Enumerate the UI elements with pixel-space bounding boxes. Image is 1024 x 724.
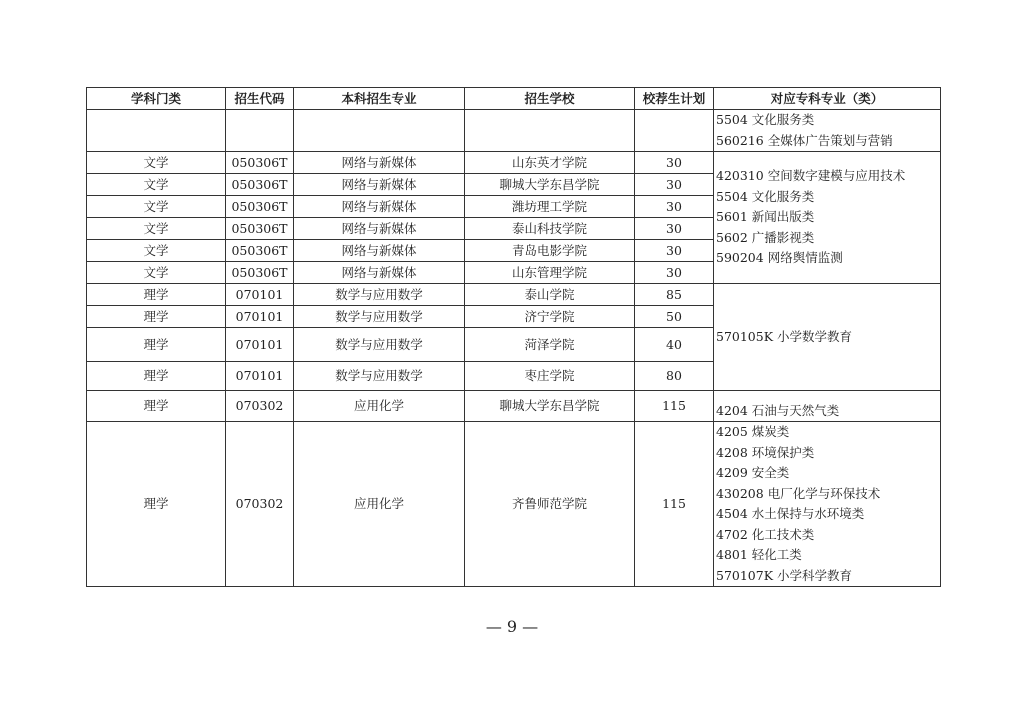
cell-category: 文学 <box>87 196 226 218</box>
cell-category: 理学 <box>87 362 226 391</box>
cell-code: 050306T <box>226 174 294 196</box>
header-plan: 校荐生计划 <box>635 88 714 110</box>
cell-category: 文学 <box>87 262 226 284</box>
cell-category: 理学 <box>87 328 226 362</box>
cell-empty <box>87 110 226 152</box>
cell-code: 070101 <box>226 362 294 391</box>
cell-plan: 40 <box>635 328 714 362</box>
vocational-major: 5602 广播影视类 <box>716 229 815 245</box>
cell-code: 070302 <box>226 391 294 422</box>
cell-plan: 30 <box>635 196 714 218</box>
vocational-major: 4801 轻化工类 <box>716 547 802 562</box>
header-school: 招生学校 <box>465 88 635 110</box>
cell-plan: 30 <box>635 218 714 240</box>
vocational-major: 5504 文化服务类 <box>716 112 815 127</box>
vocational-major: 4504 水土保持与水环境类 <box>716 506 865 521</box>
cell-school: 青岛电影学院 <box>465 240 635 262</box>
cell-plan: 115 <box>635 391 714 422</box>
cell-school: 济宁学院 <box>465 306 635 328</box>
cell-code: 050306T <box>226 196 294 218</box>
vocational-major: 570107K 小学科学教育 <box>716 567 853 583</box>
header-row <box>87 88 941 110</box>
cell-plan: 85 <box>635 284 714 306</box>
cell-school: 泰山科技学院 <box>465 218 635 240</box>
vocational-majors-cell <box>714 152 941 284</box>
cell-major: 网络与新媒体 <box>294 196 465 218</box>
vocational-major: 4204 石油与天然气类 <box>716 402 840 418</box>
vocational-major: 5504 文化服务类 <box>716 188 815 204</box>
cell-category: 理学 <box>87 306 226 328</box>
cell-major: 数学与应用数学 <box>294 362 465 391</box>
cell-plan: 30 <box>635 262 714 284</box>
vocational-major: 420310 空间数字建模与应用技术 <box>716 168 906 184</box>
cell-major: 应用化学 <box>294 422 465 587</box>
cell-code: 050306T <box>226 240 294 262</box>
cell-code: 050306T <box>226 262 294 284</box>
cell-category: 理学 <box>87 284 226 306</box>
cell-code: 070302 <box>226 422 294 587</box>
cell-school: 枣庄学院 <box>465 362 635 391</box>
cell-plan: 30 <box>635 174 714 196</box>
cell-code: 050306T <box>226 152 294 174</box>
cell-school: 齐鲁师范学院 <box>465 422 635 587</box>
vocational-majors-cell <box>714 284 941 391</box>
vocational-majors-cell <box>714 110 941 152</box>
vocational-major: 4208 环境保护类 <box>716 444 815 460</box>
header-major: 本科招生专业 <box>294 88 465 110</box>
cell-empty <box>226 110 294 152</box>
vocational-major: 4205 煤炭类 <box>716 424 790 439</box>
cell-major: 数学与应用数学 <box>294 284 465 306</box>
cell-major: 数学与应用数学 <box>294 306 465 328</box>
major-table <box>86 87 941 587</box>
table-row <box>87 110 941 152</box>
cell-major: 网络与新媒体 <box>294 174 465 196</box>
cell-category: 理学 <box>87 391 226 422</box>
cell-empty <box>635 110 714 152</box>
cell-major: 网络与新媒体 <box>294 262 465 284</box>
table-row <box>87 284 941 306</box>
cell-category: 文学 <box>87 218 226 240</box>
cell-code: 070101 <box>226 306 294 328</box>
cell-category: 文学 <box>87 174 226 196</box>
table-row <box>87 391 941 422</box>
header-vocational-majors: 对应专科专业（类） <box>714 88 941 110</box>
cell-school: 山东英才学院 <box>465 152 635 174</box>
cell-major: 数学与应用数学 <box>294 328 465 362</box>
cell-major: 应用化学 <box>294 391 465 422</box>
cell-school: 山东管理学院 <box>465 262 635 284</box>
cell-code: 070101 <box>226 328 294 362</box>
vocational-major: 560216 全媒体广告策划与营销 <box>716 132 893 148</box>
cell-school: 泰山学院 <box>465 284 635 306</box>
cell-plan: 30 <box>635 240 714 262</box>
page-number: — 9 — <box>485 617 539 636</box>
cell-category: 文学 <box>87 240 226 262</box>
vocational-major: 4702 化工技术类 <box>716 526 815 542</box>
vocational-major: 590204 网络舆情监测 <box>716 250 843 266</box>
vocational-major: 4209 安全类 <box>716 465 790 480</box>
cell-plan: 80 <box>635 362 714 391</box>
cell-code: 050306T <box>226 218 294 240</box>
vocational-major: 570105K 小学数学教育 <box>716 328 853 344</box>
cell-code: 070101 <box>226 284 294 306</box>
cell-major: 网络与新媒体 <box>294 218 465 240</box>
vocational-majors-cell <box>714 422 941 587</box>
cell-major: 网络与新媒体 <box>294 240 465 262</box>
cell-category: 文学 <box>87 152 226 174</box>
table-row <box>87 422 941 587</box>
cell-plan: 30 <box>635 152 714 174</box>
header-category: 学科门类 <box>87 88 226 110</box>
cell-school: 聊城大学东昌学院 <box>465 391 635 422</box>
cell-major: 网络与新媒体 <box>294 152 465 174</box>
table-row <box>87 152 941 174</box>
header-code: 招生代码 <box>226 88 294 110</box>
vocational-major: 430208 电厂化学与环保技术 <box>716 485 881 501</box>
cell-plan: 115 <box>635 422 714 587</box>
cell-school: 聊城大学东昌学院 <box>465 174 635 196</box>
cell-category: 理学 <box>87 422 226 587</box>
cell-school: 潍坊理工学院 <box>465 196 635 218</box>
vocational-majors-cell <box>714 391 941 422</box>
cell-empty <box>465 110 635 152</box>
cell-plan: 50 <box>635 306 714 328</box>
vocational-major: 5601 新闻出版类 <box>716 209 815 225</box>
cell-empty <box>294 110 465 152</box>
cell-school: 菏泽学院 <box>465 328 635 362</box>
